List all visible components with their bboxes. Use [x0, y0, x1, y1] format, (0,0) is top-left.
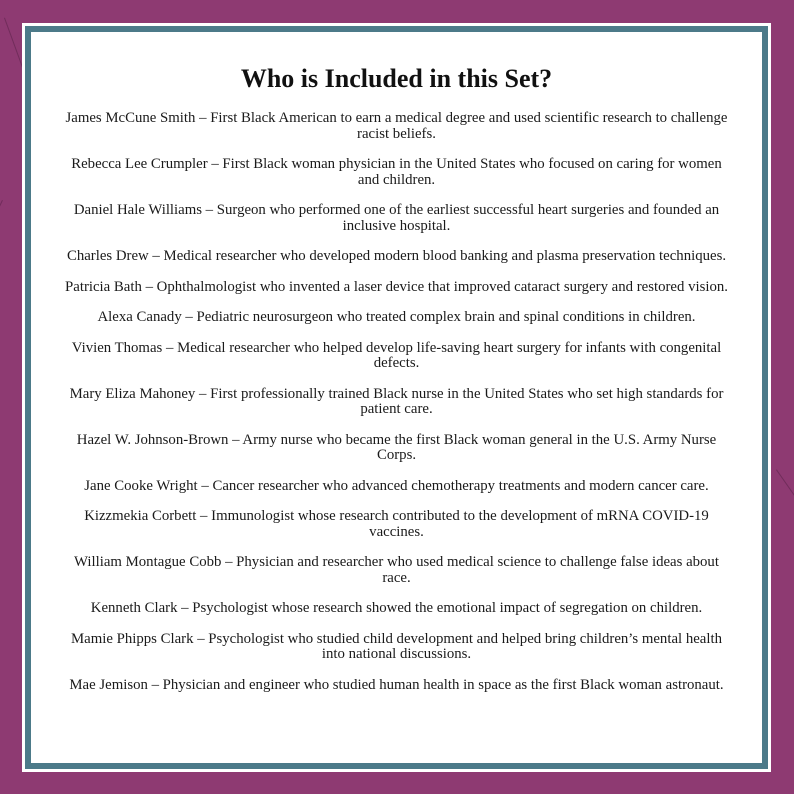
list-item: Kenneth Clark – Psychologist whose research showed the emotional impact of segregation on children. — [90, 600, 703, 616]
list-item: Kizzmekia Corbett – Immunologist whose research contributed to the development of mRNA COVID-19 vaccines. — [84, 508, 709, 540]
list-item: Mamie Phipps Clark – Psychologist who studied child development and helped bring children’s mental health into national discussions. — [71, 630, 722, 662]
list-item: Vivien Thomas – Medical researcher who helped develop life-saving heart surgery for infants with congenital defects. — [71, 339, 722, 371]
page-title: Who is Included in this Set? — [240, 64, 553, 93]
list-item: Rebecca Lee Crumpler – First Black woman physician in the United States who focused on caring for women and children. — [71, 156, 722, 188]
content-panel — [31, 32, 762, 763]
entry-list — [63, 111, 730, 693]
list-item: Patricia Bath – Ophthalmologist who invented a laser device that improved cataract surgery and restored vision. — [65, 278, 728, 295]
list-item: Hazel W. Johnson-Brown – Army nurse who became the first Black woman general in the U.S. Army Nurse Corps. — [76, 431, 717, 463]
list-item: Mae Jemison – Physician and engineer who studied human health in space as the first Black woman astronaut. — [69, 676, 724, 693]
list-item: James McCune Smith – First Black American to earn a medical degree and used scientific research to challenge racist beliefs. — [65, 110, 728, 142]
list-item: William Montague Cobb – Physician and researcher who used medical science to challenge false ideas about race. — [74, 554, 719, 586]
outer-frame — [22, 23, 771, 772]
list-item: Alexa Canady – Pediatric neurosurgeon who treated complex brain and spinal conditions in children. — [97, 309, 696, 325]
background-line — [0, 200, 3, 273]
background-line — [776, 469, 794, 519]
list-item: Jane Cooke Wright – Cancer researcher who advanced chemotherapy treatments and modern cancer care. — [84, 477, 709, 494]
list-item: Mary Eliza Mahoney – First professionally trained Black nurse in the United States who set high standards for patient care. — [69, 385, 724, 417]
list-item: Charles Drew – Medical researcher who developed modern blood banking and plasma preservation techniques. — [66, 248, 727, 264]
teal-frame — [25, 26, 768, 769]
list-item: Daniel Hale Williams – Surgeon who performed one of the earliest successful heart surgeries and founded an inclusive hospital. — [73, 202, 720, 234]
